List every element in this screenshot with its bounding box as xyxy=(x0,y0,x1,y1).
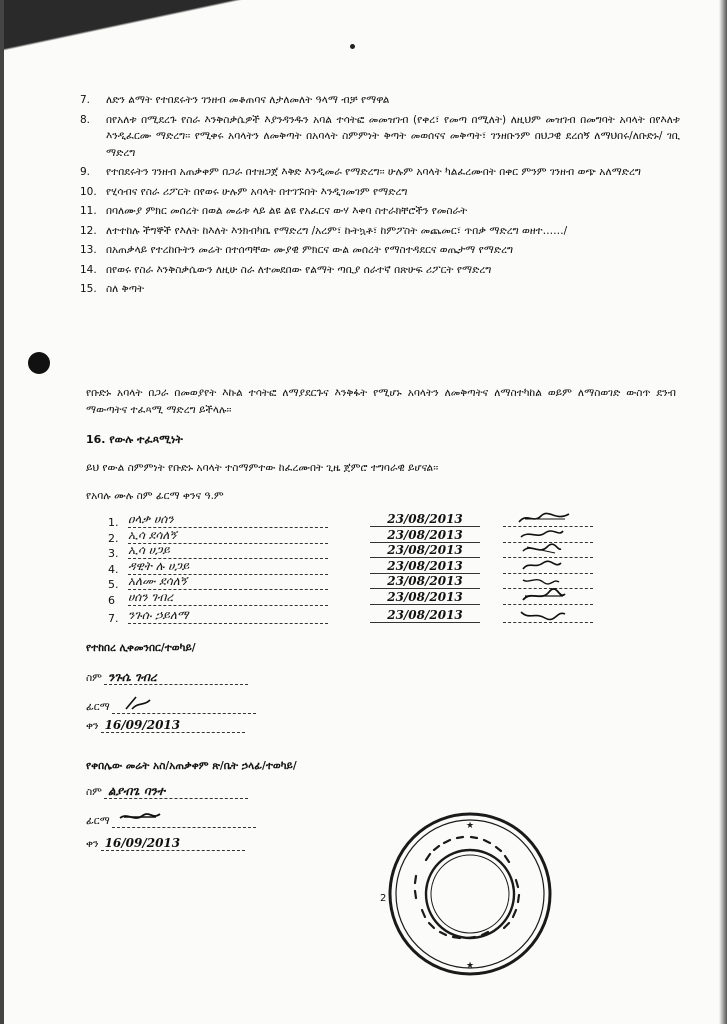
list-item: 8. በየአለቱ በሚደረጉ የስራ እንቅስቃሴዎች እያንዳንዱን አባል ተሳትፎ መመዝገብ (የቀረ፣ የመጣ በሚለት) ለዚህም መዝገብ በመግባት አባላት በየእለቱ እንዲፈርሙ ማድረግ፡፡ የሚቀሩ አባላትን ለመቅጣት በአባላት ስምምነት ቅጣት መወሰናና መቅጣት፣ ገንዘቡንም በህጋዊ ደረሰኝ ለማህበሩ/ለቡድኑ/ ገቢ ማድረግ xyxy=(80,113,680,159)
scan-edge-right xyxy=(719,0,727,1024)
obligations-list xyxy=(80,92,680,301)
section-16-title: 16. የውሉ ተፈጻሚነት xyxy=(86,433,183,446)
signatory-name: ዐላቃ ሀሰን xyxy=(128,512,328,528)
list-item: 9. የተበደሩትን ገንዘብ አጠቃቀም በጋራ በተዘጋጀ እቅድ እንዲመራ የማድረግ፡፡ ሁሉም አባላት ካልፈረሙበት በቀር ምንም ገንዘብ ወጭ አለማድረግ xyxy=(80,166,641,178)
signatory-row: 4. ዳዊት ሉ ሀጋይ 23/08/2013 xyxy=(108,559,608,575)
svg-text:★: ★ xyxy=(465,961,475,971)
signatory-row: 2. ኢሳ ደሳለኝ 23/08/2013 xyxy=(108,528,608,544)
scan-speck xyxy=(350,44,355,49)
land-office-date-field: ቀን 16/09/2013 xyxy=(86,836,245,851)
signatories-table xyxy=(108,512,608,626)
scan-edge-left xyxy=(0,0,4,1024)
signatory-date: 23/08/2013 xyxy=(370,528,480,543)
chairperson-name: ንጉሴ ገብረ xyxy=(104,670,248,685)
signatory-date: 23/08/2013 xyxy=(370,559,480,574)
signatory-date: 23/08/2013 xyxy=(370,512,480,527)
signatory-name: ዳዊት ሉ ሀጋይ xyxy=(128,559,328,575)
scan-edge-shadow xyxy=(0,0,727,70)
chairperson-date-field: ቀን 16/09/2013 xyxy=(86,718,245,733)
signatory-row: 1. ዐላቃ ሀሰን 23/08/2013 xyxy=(108,512,608,528)
signatory-row: 6 ሀሰን ገብረ 23/08/2013 xyxy=(108,590,608,608)
signatories-heading: የአባሉ ሙሉ ስም ፊርማ ቀንና ዓ.ም xyxy=(86,490,224,502)
signatory-row: 7. ንጉሱ ኃይለማ 23/08/2013 xyxy=(108,608,608,626)
list-item: 14. በየወሩ የስራ እንቅስቃሴውን ለዚሁ ስራ ለተመደበው የልማት ጣቢያ ሰራተኛ በጽሁፍ ሪፖርት የማድረግ xyxy=(80,263,492,276)
list-item: 13. በአጠቃላይ የተረከቡትን መሬት በተሰጣቸው ሙያዊ ምክርና ውል መሰረት የማስተዳደርና ወጤታማ የማድረግ xyxy=(80,244,514,256)
office-seal-stamp xyxy=(386,810,554,978)
list-item: 12. ለተተከሉ ችግኞች የእለት ከእለት እንክብካቤ የማድረግ /አረም፣ ኩትኳቶ፣ ከምፖስት መጨመር፣ ጥበቃ ማድረግ ወዘተ……/ xyxy=(80,224,568,237)
signatory-date: 23/08/2013 xyxy=(370,608,480,623)
svg-text:★: ★ xyxy=(465,821,475,831)
land-office-title: የቀበሌው መሬት አስ/አጠቃቀም ጽ/ቤት ኃላፊ/ተወካይ/ xyxy=(86,760,297,772)
penalty-paragraph: የቡድኑ አባላት በጋራ በመወያየት እኩል ተሳትፎ ለማያደርጉና እንቅፋት የሚሆኑ አባላትን ለመቅጣትና ለማስተካከል ወይም ለማስወገድ ውስጥ ደንብ ማውጣትና ተፈጻሚ ማድረግ ይችላሉ፡፡ xyxy=(86,387,676,416)
page-number: 2 xyxy=(380,893,387,904)
signatory-name: አለሙ ደሳለኝ xyxy=(128,574,328,590)
land-office-name: ልያብጌ ባንተ xyxy=(104,784,248,799)
signature-mark xyxy=(503,590,593,605)
chairperson-title: የተከበረ ሊቀመንበር/ተወካይ/ xyxy=(86,642,196,654)
chairperson-signature-field: ፊርማ xyxy=(86,696,256,714)
signatory-name: ንጉሱ ኃይለማ xyxy=(128,608,328,624)
list-item: 11. በባለሙያ ምክር መሰረት በወል መሬቱ ላይ ልዩ ልዩ የአፈርና ውሃ እቀባ ስተራክቸሮችን የመስራት xyxy=(80,205,468,217)
chairperson-date: 16/09/2013 xyxy=(101,718,245,733)
list-item: 7. ለድን ልማት የተበደሩትን ገንዘብ መቆጠባና ለታለመለት ዓላማ ብቻ የማዋል xyxy=(80,94,390,106)
section-16-text: ይህ የውል ስምምነት የቡድኑ አባላት ተስማምተው ከፈረሙበት ጊዜ ጀምሮ ተግባራዊ ይሆናል፡፡ xyxy=(86,462,439,474)
list-item: 10. የሂሳብና የስራ ሪፖርት በየወሩ ሁሉም አባላት በተገኙበት እንዲገመገም የማድረግ xyxy=(80,185,408,198)
signatory-name: ሀሰን ገብረ xyxy=(128,590,328,606)
punch-hole xyxy=(28,352,50,374)
list-item: 15. ስለ ቅጣት xyxy=(80,283,145,295)
land-office-signature xyxy=(112,810,256,828)
signatory-row: 3. ኢሳ ሀጋይ 23/08/2013 xyxy=(108,543,608,559)
signatory-date: 23/08/2013 xyxy=(370,543,480,558)
signatory-date: 23/08/2013 xyxy=(370,590,480,605)
signatory-date: 23/08/2013 xyxy=(370,574,480,589)
signatory-name: ኢሳ ሀጋይ xyxy=(128,543,328,559)
land-office-signature-field: ፊርማ xyxy=(86,810,256,828)
signature-mark xyxy=(503,608,593,623)
land-office-date: 16/09/2013 xyxy=(101,836,245,851)
chairperson-signature xyxy=(112,696,256,714)
signatory-row: 5. አለሙ ደሳለኝ 23/08/2013 xyxy=(108,574,608,590)
chairperson-name-field: ስም ንጉሴ ገብረ xyxy=(86,670,248,685)
land-office-name-field: ስም ልያብጌ ባንተ xyxy=(86,784,248,799)
signatory-name: ኢሳ ደሳለኝ xyxy=(128,528,328,544)
